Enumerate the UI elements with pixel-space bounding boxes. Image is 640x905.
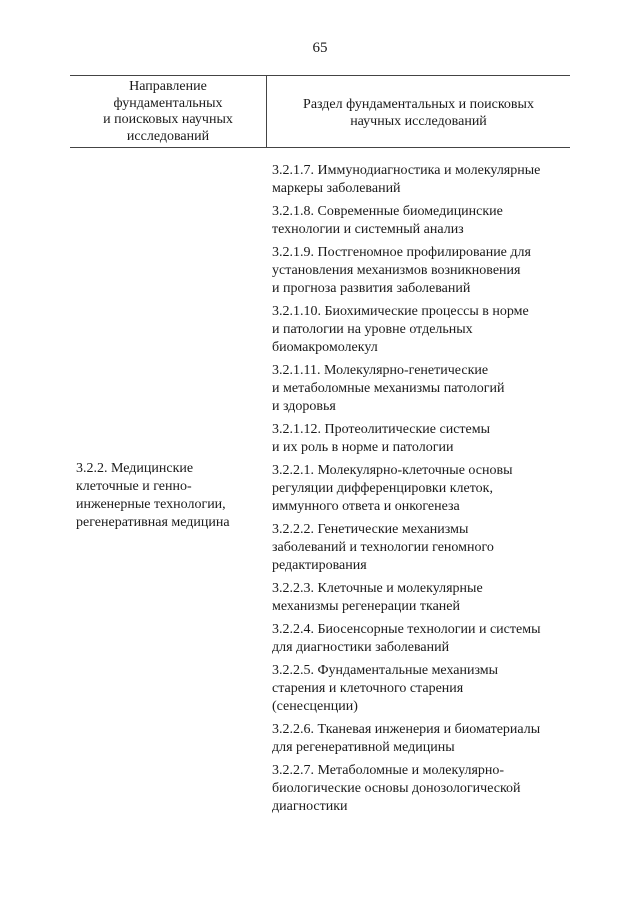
section-item: 3.2.1.7. Иммунодиагностика и молекулярные маркеры заболеваний [272, 163, 541, 196]
direction-cell: 3.2.2. Медицинские клеточные и генно- инженерные технологии, регенеративная медицина [76, 461, 230, 530]
table-top-rule [70, 75, 570, 76]
page-number: 65 [312, 40, 328, 56]
header-section: Раздел фундаментальных и поисковых научных исследований [303, 97, 534, 129]
sections-column [272, 162, 572, 821]
section-item: 3.2.1.8. Современные биомедицинские технологии и системный анализ [272, 204, 503, 237]
section-item: 3.2.1.9. Постгеномное профилирование для установления механизмов возникновения и прогноза развития заболеваний [272, 245, 531, 296]
section-item: 3.2.2.2. Генетические механизмы заболеваний и технологии геномного редактирования [272, 522, 494, 573]
section-item: 3.2.1.11. Молекулярно-генетические и метаболомные механизмы патологий и здоровья [272, 363, 505, 414]
section-item: 3.2.2.4. Биосенсорные технологии и системы для диагностики заболеваний [272, 622, 541, 655]
section-item: 3.2.2.6. Тканевая инженерия и биоматериалы для регенеративной медицины [272, 722, 541, 755]
table-header-rule [70, 147, 570, 148]
section-item: 3.2.1.10. Биохимические процессы в норме и патологии на уровне отдельных биомакромолекул [272, 304, 529, 355]
section-item: 3.2.2.7. Метаболомные и молекулярно- биологические основы донозологической диагностики [272, 763, 521, 814]
section-item: 3.2.2.1. Молекулярно-клеточные основы регуляции дифференцировки клеток, иммунного ответа и онкогенеза [272, 463, 513, 514]
section-item: 3.2.2.5. Фундаментальные механизмы старения и клеточного старения (сенесценции) [272, 663, 499, 714]
section-item: 3.2.1.12. Протеолитические системы и их роль в норме и патологии [272, 422, 491, 455]
header-direction: Направление фундаментальных и поисковых научных исследований [103, 79, 233, 144]
section-item: 3.2.2.3. Клеточные и молекулярные механизмы регенерации тканей [272, 581, 483, 614]
